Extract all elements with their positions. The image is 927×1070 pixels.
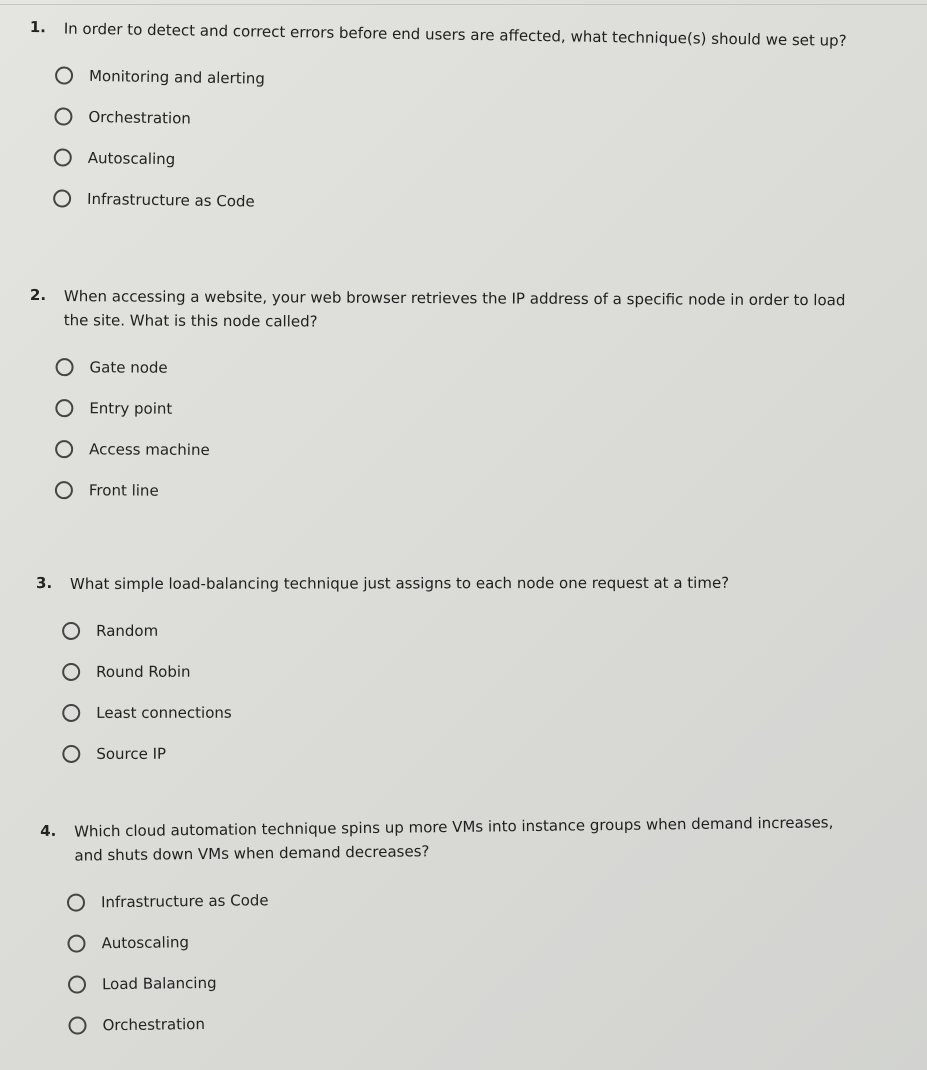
option-label: Infrastructure as Code [100,890,269,911]
option-label: Load Balancing [101,973,217,993]
radio-option-least-connections[interactable] [62,690,896,732]
question-number: 1. [29,17,47,37]
radio-button[interactable] [55,399,73,417]
option-label: Orchestration [102,1014,206,1034]
option-label: Random [96,621,159,640]
radio-button[interactable] [68,1016,86,1034]
question-text: In order to detect and correct errors before end users are affected, what technique(s) should we set up? [63,19,847,50]
radio-button[interactable] [62,703,80,721]
option-label: Orchestration [88,107,191,128]
option-label: Monitoring and alerting [88,66,266,88]
radio-button[interactable] [62,621,80,639]
answer-options [41,871,903,1045]
question-1 [27,16,890,231]
question-2 [29,284,890,514]
radio-button[interactable] [67,893,85,911]
option-label: Front line [88,480,159,500]
option-label: Entry point [89,398,173,418]
radio-button[interactable] [53,189,71,207]
radio-button[interactable] [68,975,86,993]
radio-button[interactable] [55,440,73,458]
option-label: Round Robin [96,662,191,681]
radio-button[interactable] [54,148,72,166]
question-header [30,284,890,337]
answer-options [36,608,896,774]
option-label: Autoscaling [101,932,190,952]
radio-button[interactable] [62,662,80,680]
question-number: 4. [40,821,57,840]
radio-button[interactable] [62,744,80,762]
option-label: Gate node [89,357,168,377]
radio-option-gate-node[interactable] [55,346,889,391]
radio-option-round-robin[interactable] [62,649,896,691]
question-header [36,570,896,596]
radio-button[interactable] [54,107,72,125]
radio-button[interactable] [55,66,73,84]
radio-button[interactable] [56,358,74,376]
question-number: 3. [36,573,53,592]
question-text: When accessing a website, your web browser retrieves the IP address of a specific node in order to load the site. What is this node called? [63,287,846,331]
radio-option-access-machine[interactable] [55,428,889,473]
radio-option-entry-point[interactable] [55,387,889,432]
question-text: Which cloud automation technique spins up more VMs into instance groups when demand increases, and shuts down VMs when demand decreases? [74,813,834,865]
radio-button[interactable] [55,481,73,499]
option-label: Infrastructure as Code [87,189,255,211]
option-label: Access machine [89,439,210,459]
question-3 [36,570,896,774]
option-label: Least connections [96,703,232,722]
radio-button[interactable] [67,934,85,952]
question-header [30,16,890,54]
option-label: Autoscaling [87,148,176,168]
question-text: What simple load-balancing technique just assigns to each node one request at a time? [70,573,730,593]
radio-option-orchestration[interactable] [68,994,902,1045]
question-4 [40,809,903,1045]
question-header [40,809,901,868]
answer-options [29,346,890,515]
option-label: Source IP [96,744,167,763]
radio-option-front-line[interactable] [55,469,889,514]
question-number: 2. [29,285,47,305]
answer-options [27,54,889,231]
radio-option-source-ip[interactable] [62,731,896,773]
radio-option-random[interactable] [62,608,896,650]
